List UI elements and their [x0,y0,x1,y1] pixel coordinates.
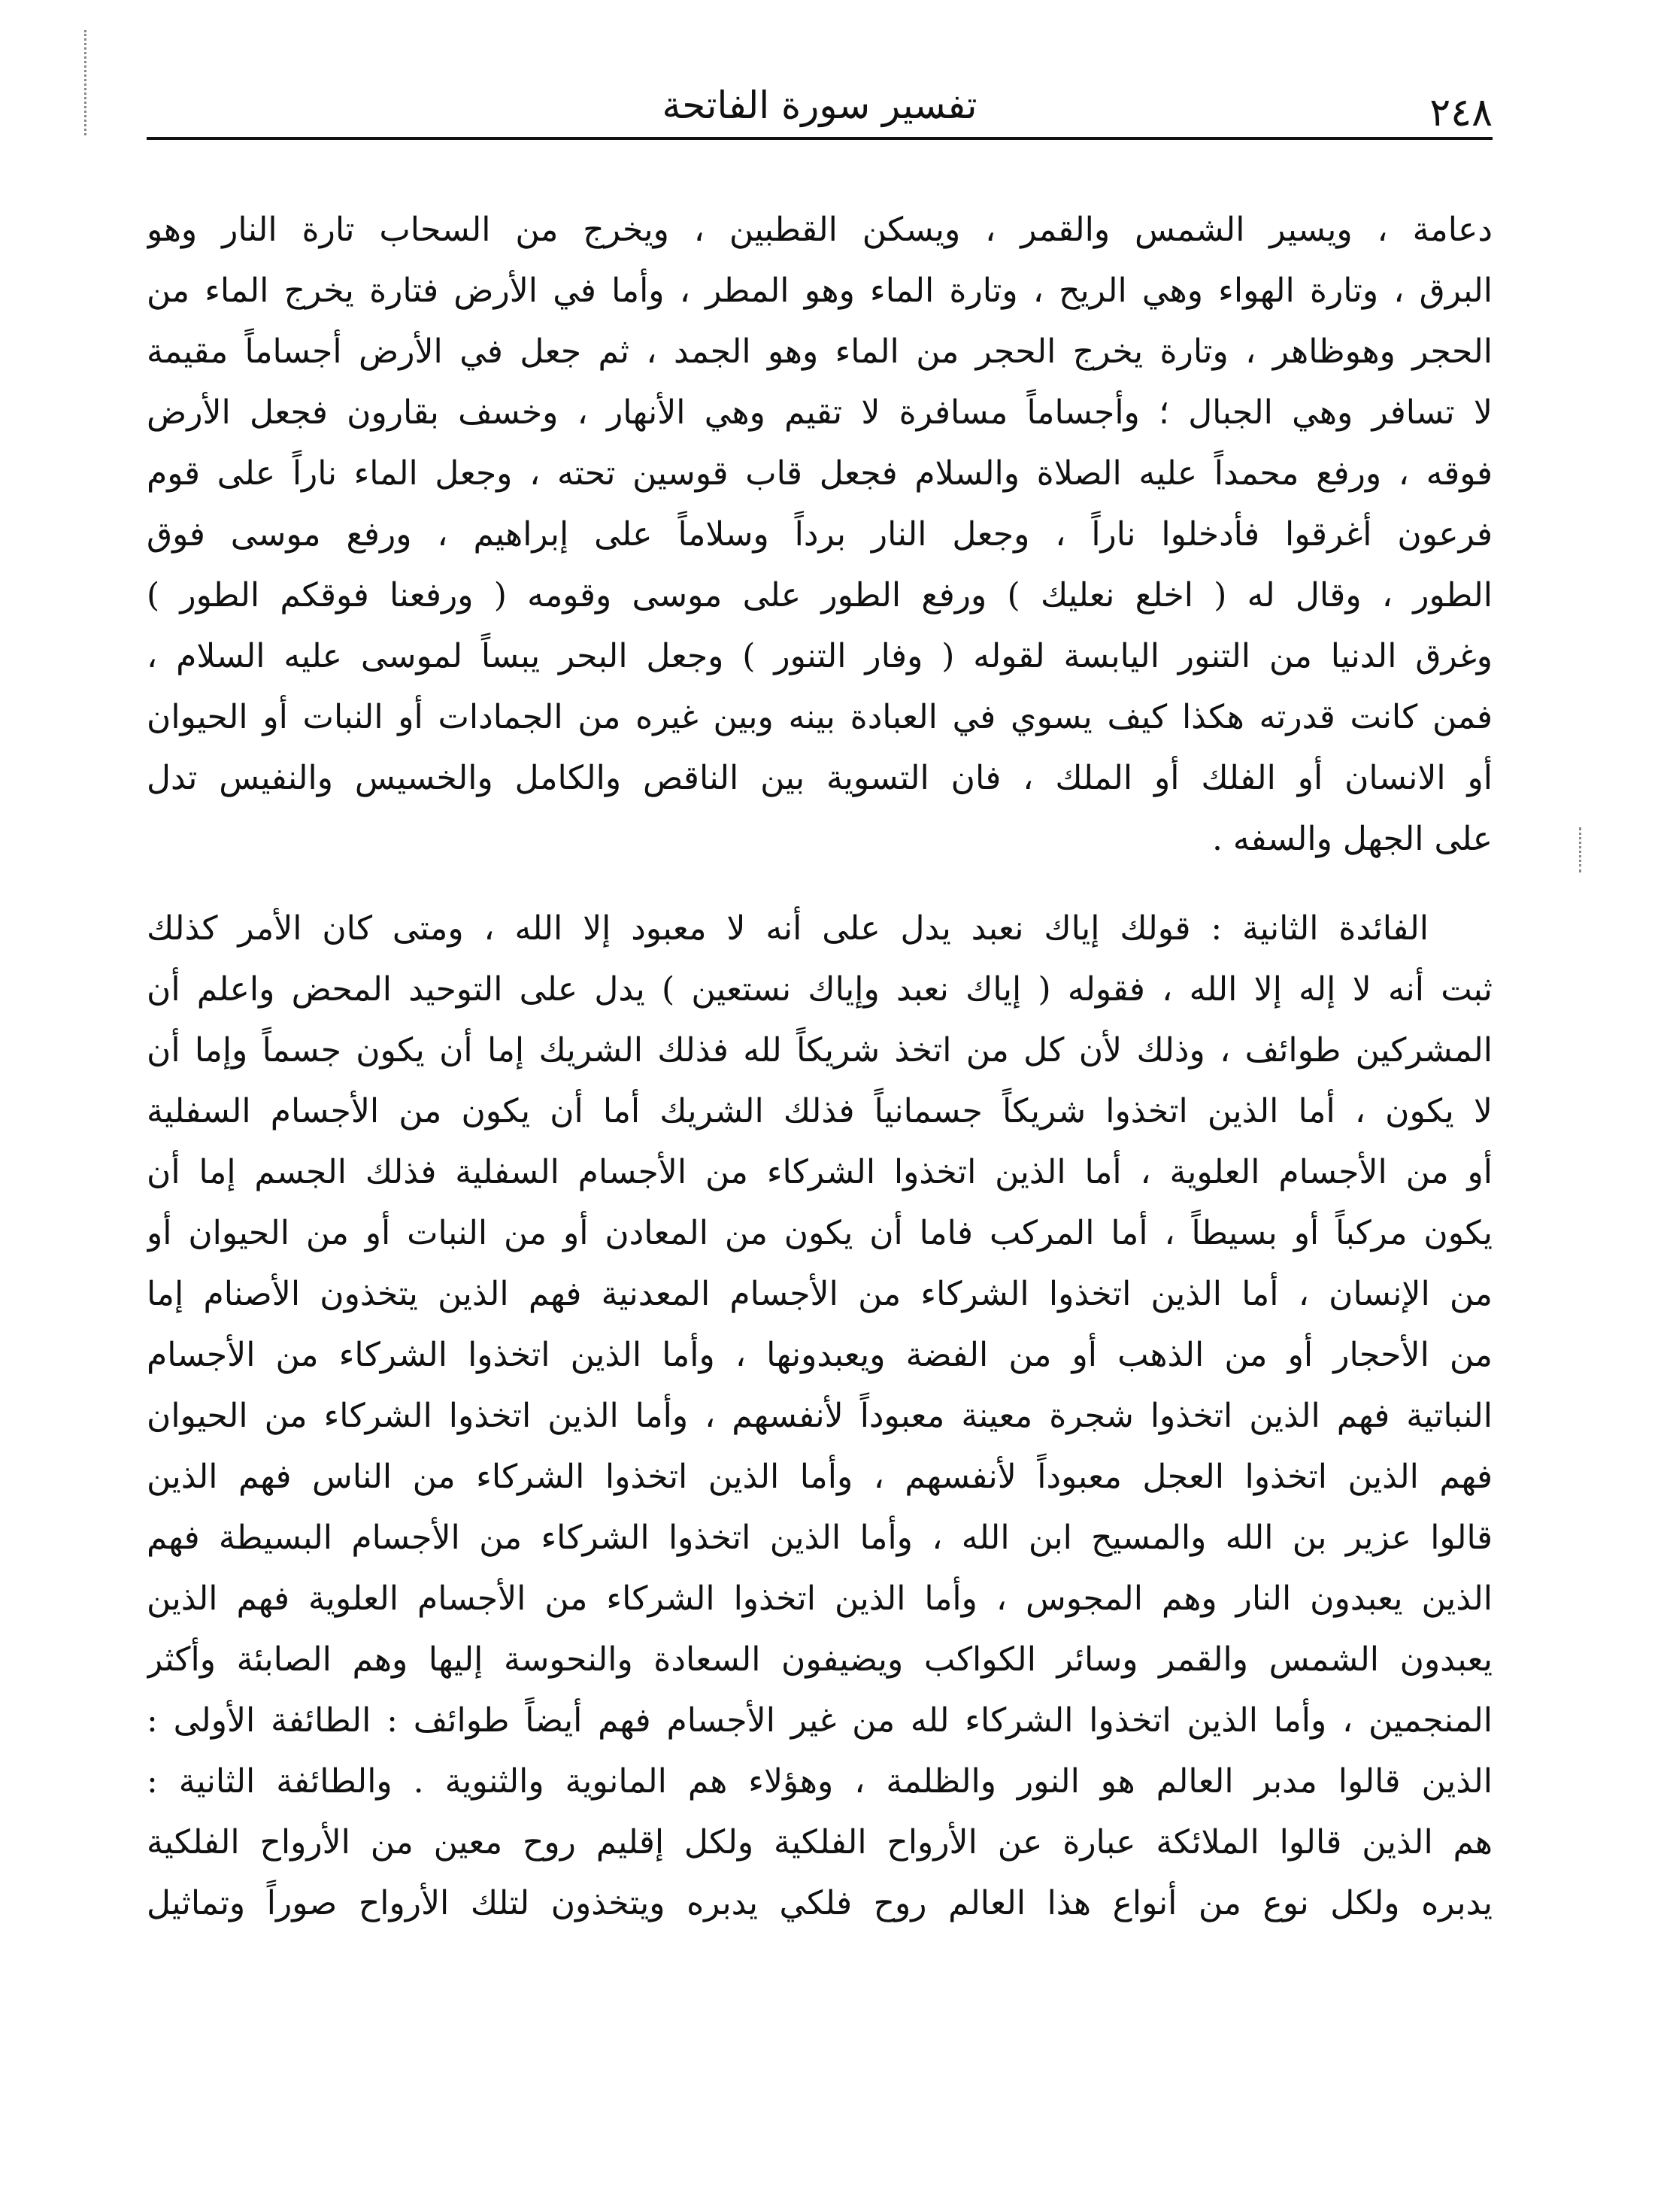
text-line: ثبت أنه لا إله إلا الله ، فقوله ( إياك نعبد وإياك نستعين ) يدل على التوحيد المحض واعلم أن [147,970,1493,1009]
text-line: من الأحجار أو من الذهب أو من الفضة ويعبدونها ، وأما الذين اتخذوا الشركاء من الأجسام [147,1336,1493,1374]
text-line: هم الذين قالوا الملائكة عبارة عن الأرواح الفلكية ولكل إقليم روح معين من الأرواح الفلكية [147,1823,1493,1862]
text-line: دعامة ، ويسير الشمس والقمر ، ويسكن القطبين ، ويخرج من السحاب تارة النار وهو [147,211,1493,249]
paragraph [147,199,1493,869]
body-text [147,199,1493,1934]
text-line: فهم الذين اتخذوا العجل معبوداً لأنفسهم ، وأما الذين اتخذوا الشركاء من الناس فهم الذين [147,1458,1493,1496]
text-line: فمن كانت قدرته هكذا كيف يسوي في العبادة بينه وبين غيره من الجمادات أو النبات أو الحيوان [147,698,1493,736]
text-line: النباتية فهم الذين اتخذوا شجرة معينة معبوداً لأنفسهم ، وأما الذين اتخذوا الشركاء من الحيوان [147,1397,1493,1435]
text-line: الحجر وهوظاهر ، وتارة يخرج الحجر من الماء وهو الجمد ، ثم جعل في الأرض أجساماً مقيمة [147,332,1493,371]
text-line: يدبره ولكل نوع من أنواع هذا العالم روح فلكي يدبره ويتخذون لتلك الأرواح صوراً وتماثيل [147,1884,1493,1922]
scan-margin-mark [84,30,89,135]
text-line: على الجهل والسفه . [1211,820,1493,858]
scan-margin-mark [1579,827,1584,872]
text-line: الذين قالوا مدبر العالم هو النور والظلمة ، وهؤلاء هم المانوية والثنوية . والطائفة الثانية : [147,1762,1493,1801]
running-header [147,71,1493,139]
text-line: لا تسافر وهي الجبال ؛ وأجساماً مسافرة لا تقيم وهي الأنهار ، وخسف بقارون فجعل الأرض [147,393,1493,432]
text-line: يكون مركباً أو بسيطاً ، أما المركب فاما أن يكون من المعادن أو من النبات أو من الحيوان أو [147,1214,1493,1252]
text-line: الذين يعبدون النار وهم المجوس ، وأما الذين اتخذوا الشركاء من الأجسام العلوية فهم الذين [147,1579,1493,1618]
text-line: فوقه ، ورفع محمداً عليه الصلاة والسلام فجعل قاب قوسين تحته ، وجعل الماء ناراً على قوم [147,454,1493,493]
text-line: لا يكون ، أما الذين اتخذوا شريكاً جسمانياً فذلك الشريك أما أن يكون من الأجسام السفلية [147,1092,1493,1130]
paragraph [147,898,1493,1934]
page-title: تفسير سورة الفاتحة [662,83,977,127]
text-line: البرق ، وتارة الهواء وهي الريح ، وتارة الماء وهو المطر ، وأما في الأرض فتارة يخرج الماء من [147,272,1493,310]
text-line: يعبدون الشمس والقمر وسائر الكواكب ويضيفون السعادة والنحوسة إليها وهم الصابئة وأكثر [147,1640,1493,1679]
text-line: وغرق الدنيا من التنور اليابسة لقوله ( وفار التنور ) وجعل البحر يبساً لموسى عليه السلام ، [147,637,1493,675]
text-line: المشركين طوائف ، وذلك لأن كل من اتخذ شريكاً لله فذلك الشريك إما أن يكون جسماً وإما أن [147,1031,1493,1070]
text-line: المنجمين ، وأما الذين اتخذوا الشركاء لله من غير الأجسام فهم أيضاً طوائف : الطائفة الأولى : [147,1701,1493,1740]
text-line: فرعون أغرقوا فأدخلوا ناراً ، وجعل النار برداً وسلاماً على إبراهيم ، ورفع موسى فوق [147,515,1493,554]
text-line: الطور ، وقال له ( اخلع نعليك ) ورفع الطور على موسى وقومه ( ورفعنا فوقكم الطور ) [147,576,1493,614]
text-line: أو الانسان أو الفلك أو الملك ، فان التسوية بين الناقص والكامل والخسيس والنفيس تدل [147,759,1493,797]
text-line: قالوا عزير بن الله والمسيح ابن الله ، وأما الذين اتخذوا الشركاء من الأجسام البسيطة فهم [147,1519,1493,1557]
paragraph-gap [147,869,1493,898]
text-line: أو من الأجسام العلوية ، أما الذين اتخذوا الشركاء من الأجسام السفلية فذلك الجسم إما أن [147,1153,1493,1191]
text-line: من الإنسان ، أما الذين اتخذوا الشركاء من الأجسام المعدنية فهم الذين يتخذون الأصنام إما [147,1275,1493,1313]
header-rule [147,137,1493,140]
page-number: ٢٤٨ [1429,90,1493,135]
text-line: الفائدة الثانية : قولك إياك نعبد يدل على أنه لا معبود إلا الله ، ومتى كان الأمر كذلك [147,909,1429,948]
